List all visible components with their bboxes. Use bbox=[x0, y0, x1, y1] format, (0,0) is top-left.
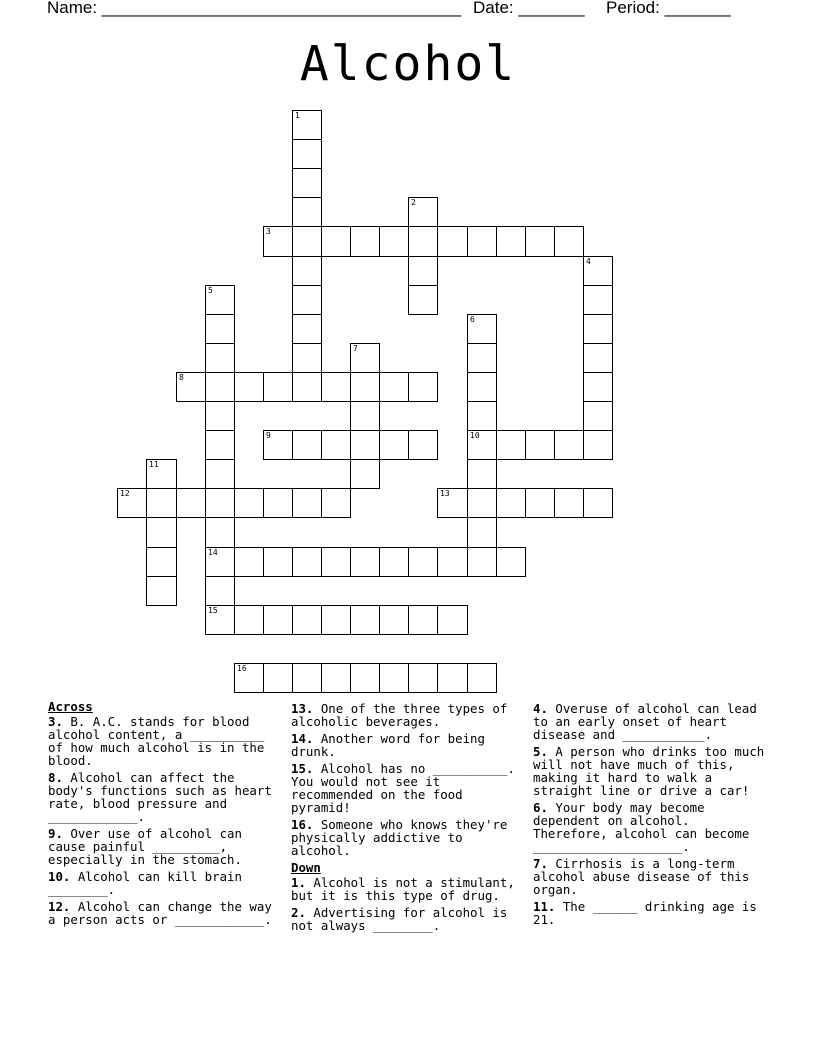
grid-cell[interactable] bbox=[583, 343, 613, 373]
grid-cell[interactable] bbox=[379, 547, 409, 577]
grid-cell[interactable] bbox=[350, 547, 380, 577]
clue-item-number: 3. bbox=[48, 714, 63, 729]
clue-number: 5 bbox=[208, 286, 213, 295]
clue-item-number: 6. bbox=[533, 800, 548, 815]
grid-cell[interactable] bbox=[467, 663, 497, 693]
date-field-label: Date: _______ bbox=[473, 0, 585, 17]
grid-cell[interactable] bbox=[292, 285, 322, 315]
grid-cell[interactable] bbox=[467, 430, 497, 460]
clue-item bbox=[533, 702, 769, 741]
clue-item bbox=[291, 732, 527, 758]
clues-column-2 bbox=[291, 702, 527, 936]
clue-item-number: 2. bbox=[291, 905, 306, 920]
clue-number: 3 bbox=[266, 227, 271, 236]
grid-cell[interactable] bbox=[234, 663, 264, 693]
grid-cell[interactable] bbox=[292, 197, 322, 227]
grid-cell[interactable] bbox=[583, 488, 613, 518]
clue-item-number: 13. bbox=[291, 701, 314, 716]
clue-item-number: 1. bbox=[291, 875, 306, 890]
grid-cell[interactable] bbox=[146, 517, 177, 548]
grid-cell[interactable] bbox=[263, 663, 293, 693]
clue-item-number: 8. bbox=[48, 770, 63, 785]
grid-cell[interactable] bbox=[205, 430, 235, 460]
grid-cell[interactable] bbox=[525, 430, 555, 460]
clue-item-number: 16. bbox=[291, 817, 314, 832]
clue-number: 9 bbox=[266, 431, 271, 440]
clue-item-text: Alcohol can change the way a person acts or ____________. bbox=[48, 899, 280, 927]
clue-number: 8 bbox=[179, 373, 184, 382]
grid-cell[interactable] bbox=[350, 430, 380, 460]
grid-cell[interactable] bbox=[496, 547, 526, 577]
grid-cell[interactable] bbox=[146, 459, 177, 489]
grid-cell[interactable] bbox=[176, 372, 206, 402]
grid-cell[interactable] bbox=[321, 226, 351, 257]
clue-item-text: A person who drinks too much will not have much of this, making it hard to walk a straight line or drive a car! bbox=[533, 744, 772, 798]
grid-cell[interactable] bbox=[176, 488, 206, 518]
grid-cell[interactable] bbox=[408, 547, 438, 577]
grid-cell[interactable] bbox=[467, 343, 497, 373]
clue-number: 4 bbox=[586, 257, 591, 266]
clue-number: 13 bbox=[440, 489, 450, 498]
grid-cell[interactable] bbox=[292, 430, 322, 460]
grid-cell[interactable] bbox=[408, 430, 438, 460]
grid-cell[interactable] bbox=[467, 401, 497, 431]
grid-cell[interactable] bbox=[263, 372, 293, 402]
grid-cell[interactable] bbox=[234, 372, 264, 402]
clue-item-number: 9. bbox=[48, 826, 63, 841]
grid-cell[interactable] bbox=[205, 401, 235, 431]
grid-cell[interactable] bbox=[205, 517, 235, 548]
grid-cell[interactable] bbox=[350, 401, 380, 431]
grid-cell[interactable] bbox=[496, 488, 526, 518]
grid-cell[interactable] bbox=[379, 663, 409, 693]
grid-cell[interactable] bbox=[496, 226, 526, 257]
clue-item-number: 15. bbox=[291, 761, 314, 776]
clue-item-number: 4. bbox=[533, 701, 548, 716]
grid-cell[interactable] bbox=[350, 372, 380, 402]
grid-cell[interactable] bbox=[467, 459, 497, 489]
grid-cell[interactable] bbox=[554, 430, 584, 460]
grid-cell[interactable] bbox=[146, 576, 177, 606]
grid-cell[interactable] bbox=[437, 663, 468, 693]
grid-cell[interactable] bbox=[146, 547, 177, 577]
clue-item bbox=[291, 818, 527, 857]
clue-item-text: Someone who knows they're physically addictive to alcohol. bbox=[291, 817, 515, 858]
clue-item-text: Alcohol can kill brain ________. bbox=[48, 869, 250, 897]
grid-cell[interactable] bbox=[583, 430, 613, 460]
grid-cell[interactable] bbox=[496, 430, 526, 460]
grid-cell[interactable] bbox=[321, 488, 351, 518]
grid-cell[interactable] bbox=[467, 314, 497, 344]
clue-item bbox=[533, 900, 769, 926]
clue-number: 2 bbox=[411, 198, 416, 207]
clue-number: 15 bbox=[208, 606, 218, 615]
grid-cell[interactable] bbox=[321, 605, 351, 635]
grid-cell[interactable] bbox=[234, 488, 264, 518]
grid-cell[interactable] bbox=[437, 226, 468, 257]
grid-cell[interactable] bbox=[350, 459, 380, 489]
clue-number: 1 bbox=[295, 111, 300, 120]
down-clues-list bbox=[291, 876, 527, 932]
grid-cell[interactable] bbox=[467, 372, 497, 402]
grid-cell[interactable] bbox=[146, 488, 177, 518]
clue-item-text: The ______ drinking age is 21. bbox=[533, 899, 765, 927]
grid-cell[interactable] bbox=[263, 226, 293, 257]
grid-cell[interactable] bbox=[467, 488, 497, 518]
grid-cell[interactable] bbox=[379, 430, 409, 460]
clue-item-text: Overuse of alcohol can lead to an early onset of heart disease and ___________. bbox=[533, 701, 765, 742]
grid-cell[interactable] bbox=[292, 663, 322, 693]
clue-item-number: 14. bbox=[291, 731, 314, 746]
across-clues-list bbox=[48, 715, 284, 926]
grid-cell[interactable] bbox=[408, 256, 438, 286]
grid-cell[interactable] bbox=[205, 605, 235, 635]
clue-item bbox=[533, 857, 769, 896]
grid-cell[interactable] bbox=[467, 226, 497, 257]
clue-item-text: Alcohol has no __________. You would not see it recommended on the food pyramid! bbox=[291, 761, 523, 815]
clue-item bbox=[48, 715, 284, 767]
clue-item-text: Alcohol is not a stimulant, but it is this type of drug. bbox=[291, 875, 523, 903]
grid-cell[interactable] bbox=[292, 139, 322, 169]
grid-cell[interactable] bbox=[205, 343, 235, 373]
grid-cell[interactable] bbox=[263, 430, 293, 460]
clue-item bbox=[533, 744, 772, 798]
clue-item-text: One of the three types of alcoholic beverages. bbox=[291, 701, 515, 729]
grid-cell[interactable] bbox=[350, 226, 380, 257]
name-field-label: Name: ______________________________________ bbox=[47, 0, 462, 17]
grid-cell[interactable] bbox=[437, 547, 468, 577]
across-clues-list-cont bbox=[291, 702, 527, 857]
grid-cell[interactable] bbox=[205, 576, 235, 606]
clue-number: 11 bbox=[149, 460, 159, 469]
grid-cell[interactable] bbox=[292, 605, 322, 635]
grid-cell[interactable] bbox=[205, 285, 235, 315]
grid-cell[interactable] bbox=[292, 110, 322, 140]
grid-cell[interactable] bbox=[350, 605, 380, 635]
grid-cell[interactable] bbox=[554, 226, 584, 257]
grid-cell[interactable] bbox=[205, 372, 235, 402]
down-heading: Down bbox=[291, 860, 321, 875]
grid-cell[interactable] bbox=[292, 168, 322, 198]
clue-item bbox=[48, 771, 284, 823]
grid-cell[interactable] bbox=[292, 488, 322, 518]
grid-cell[interactable] bbox=[350, 663, 380, 693]
clue-item bbox=[48, 827, 284, 866]
grid-cell[interactable] bbox=[117, 488, 147, 518]
grid-cell[interactable] bbox=[437, 488, 468, 518]
grid-cell[interactable] bbox=[292, 256, 322, 286]
grid-cell[interactable] bbox=[292, 226, 322, 257]
grid-cell[interactable] bbox=[554, 488, 584, 518]
grid-cell[interactable] bbox=[292, 372, 322, 402]
clue-item-text: Another word for being drunk. bbox=[291, 731, 493, 759]
clue-number: 16 bbox=[237, 664, 247, 673]
clue-item-text: Your body may become dependent on alcohol. Therefore, alcohol can become ____________________. bbox=[533, 800, 757, 854]
grid-cell[interactable] bbox=[583, 401, 613, 431]
clue-number: 7 bbox=[353, 344, 358, 353]
grid-cell[interactable] bbox=[321, 430, 351, 460]
down-clues-list-cont bbox=[533, 701, 772, 927]
grid-cell[interactable] bbox=[321, 663, 351, 693]
grid-cell[interactable] bbox=[408, 663, 438, 693]
clue-item-number: 5. bbox=[533, 744, 548, 759]
grid-cell[interactable] bbox=[205, 488, 235, 518]
grid-cell[interactable] bbox=[379, 226, 409, 257]
grid-cell[interactable] bbox=[263, 488, 293, 518]
clue-item-number: 12. bbox=[48, 899, 71, 914]
grid-cell[interactable] bbox=[408, 285, 438, 315]
grid-cell[interactable] bbox=[292, 314, 322, 344]
grid-cell[interactable] bbox=[292, 343, 322, 373]
clue-item-text: Alcohol can affect the body's functions such as heart rate, blood pressure and ____________. bbox=[48, 770, 280, 824]
clue-item bbox=[533, 801, 769, 853]
grid-cell[interactable] bbox=[525, 488, 555, 518]
grid-cell[interactable] bbox=[263, 547, 293, 577]
clue-item-number: 7. bbox=[533, 856, 548, 871]
grid-cell[interactable] bbox=[205, 547, 235, 577]
grid-cell[interactable] bbox=[583, 285, 613, 315]
grid-cell[interactable] bbox=[321, 547, 351, 577]
clue-number: 6 bbox=[470, 315, 475, 324]
grid-cell[interactable] bbox=[583, 256, 613, 286]
grid-cell[interactable] bbox=[467, 547, 497, 577]
grid-cell[interactable] bbox=[583, 372, 613, 402]
clue-item-text: Cirrhosis is a long-term alcohol abuse disease of this organ. bbox=[533, 856, 757, 897]
page-title: Alcohol bbox=[299, 36, 517, 92]
grid-cell[interactable] bbox=[379, 372, 409, 402]
grid-cell[interactable] bbox=[234, 605, 264, 635]
clue-item bbox=[291, 762, 527, 814]
clue-item-number: 11. bbox=[533, 899, 556, 914]
grid-cell[interactable] bbox=[205, 459, 235, 489]
clue-item bbox=[291, 702, 527, 728]
clue-item bbox=[291, 906, 527, 932]
grid-cell[interactable] bbox=[467, 517, 497, 548]
across-heading: Across bbox=[48, 699, 93, 714]
period-field-label: Period: _______ bbox=[606, 0, 731, 17]
clue-item-text: Advertising for alcohol is not always ________. bbox=[291, 905, 515, 933]
grid-cell[interactable] bbox=[321, 372, 351, 402]
clue-item bbox=[291, 876, 527, 902]
grid-cell[interactable] bbox=[379, 605, 409, 635]
grid-cell[interactable] bbox=[583, 314, 613, 344]
grid-cell[interactable] bbox=[234, 547, 264, 577]
clue-number: 10 bbox=[470, 431, 480, 440]
grid-cell[interactable] bbox=[408, 197, 438, 227]
grid-cell[interactable] bbox=[437, 605, 468, 635]
grid-cell[interactable] bbox=[350, 343, 380, 373]
clue-item-text: B. A.C. stands for blood alcohol content, a __________ of how much alcohol is in the blood. bbox=[48, 714, 272, 768]
grid-cell[interactable] bbox=[263, 605, 293, 635]
grid-cell[interactable] bbox=[408, 605, 438, 635]
clue-number: 14 bbox=[208, 548, 218, 557]
clue-item bbox=[48, 870, 284, 896]
clues-column-3 bbox=[533, 701, 772, 930]
grid-cell[interactable] bbox=[408, 372, 438, 402]
clue-item-text: Over use of alcohol can cause painful _________, especially in the stomach. bbox=[48, 826, 250, 867]
clues-column-1 bbox=[48, 700, 284, 930]
clue-item-number: 10. bbox=[48, 869, 71, 884]
grid-cell[interactable] bbox=[205, 314, 235, 344]
grid-cell[interactable] bbox=[408, 226, 438, 257]
grid-cell[interactable] bbox=[525, 226, 555, 257]
clue-number: 12 bbox=[120, 489, 130, 498]
grid-cell[interactable] bbox=[292, 547, 322, 577]
clue-item bbox=[48, 900, 284, 926]
